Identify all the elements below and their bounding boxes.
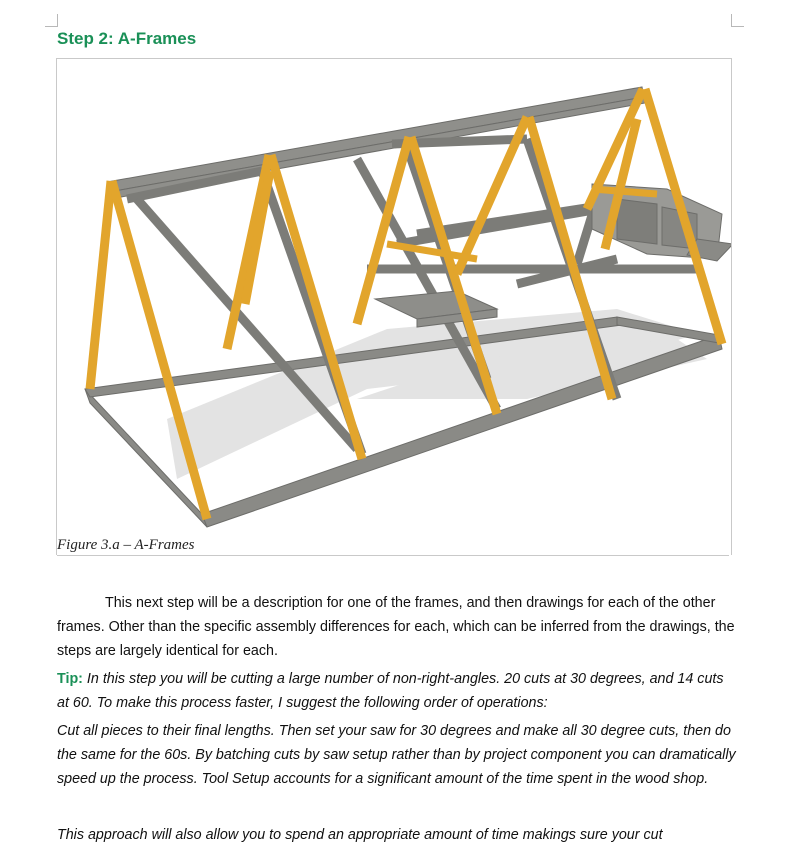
- a-frame-illustration: [57, 59, 731, 555]
- tip-label: Tip:: [57, 671, 83, 687]
- operations-paragraph: Cut all pieces to their final lengths. Then set your saw for 30 degrees and make all 30 degree cuts, then do the same for the 60s. By batching cuts by saw setup rather than by project component you can dramatically speed up the process. Tool Setup accounts for a significant amount of the time spent in the wood shop.: [57, 723, 736, 787]
- figure-caption: Figure 3.a – A-Frames: [57, 537, 729, 556]
- tip-text: In this step you will be cutting a large number of non-right-angles. 20 cuts at 30 degrees, and 14 cuts at 60. To make this process faster, I suggest the following order of operations:: [57, 671, 724, 711]
- tip-paragraph: [57, 667, 737, 715]
- figure-frame: [56, 58, 732, 555]
- page-corner-mark-right: [731, 14, 744, 27]
- approach-paragraph: This approach will also allow you to spend an appropriate amount of time makings sure your cut: [57, 827, 663, 843]
- section-heading: Step 2: A-Frames: [57, 29, 197, 48]
- ground-shadow: [167, 309, 707, 479]
- intro-paragraph: This next step will be a description for one of the frames, and then drawings for each of the other frames. Other than the specific assembly differences for each, which can be inferred from the drawings, the steps are largely identical for each.: [57, 595, 735, 659]
- page-corner-mark-left: [45, 14, 58, 27]
